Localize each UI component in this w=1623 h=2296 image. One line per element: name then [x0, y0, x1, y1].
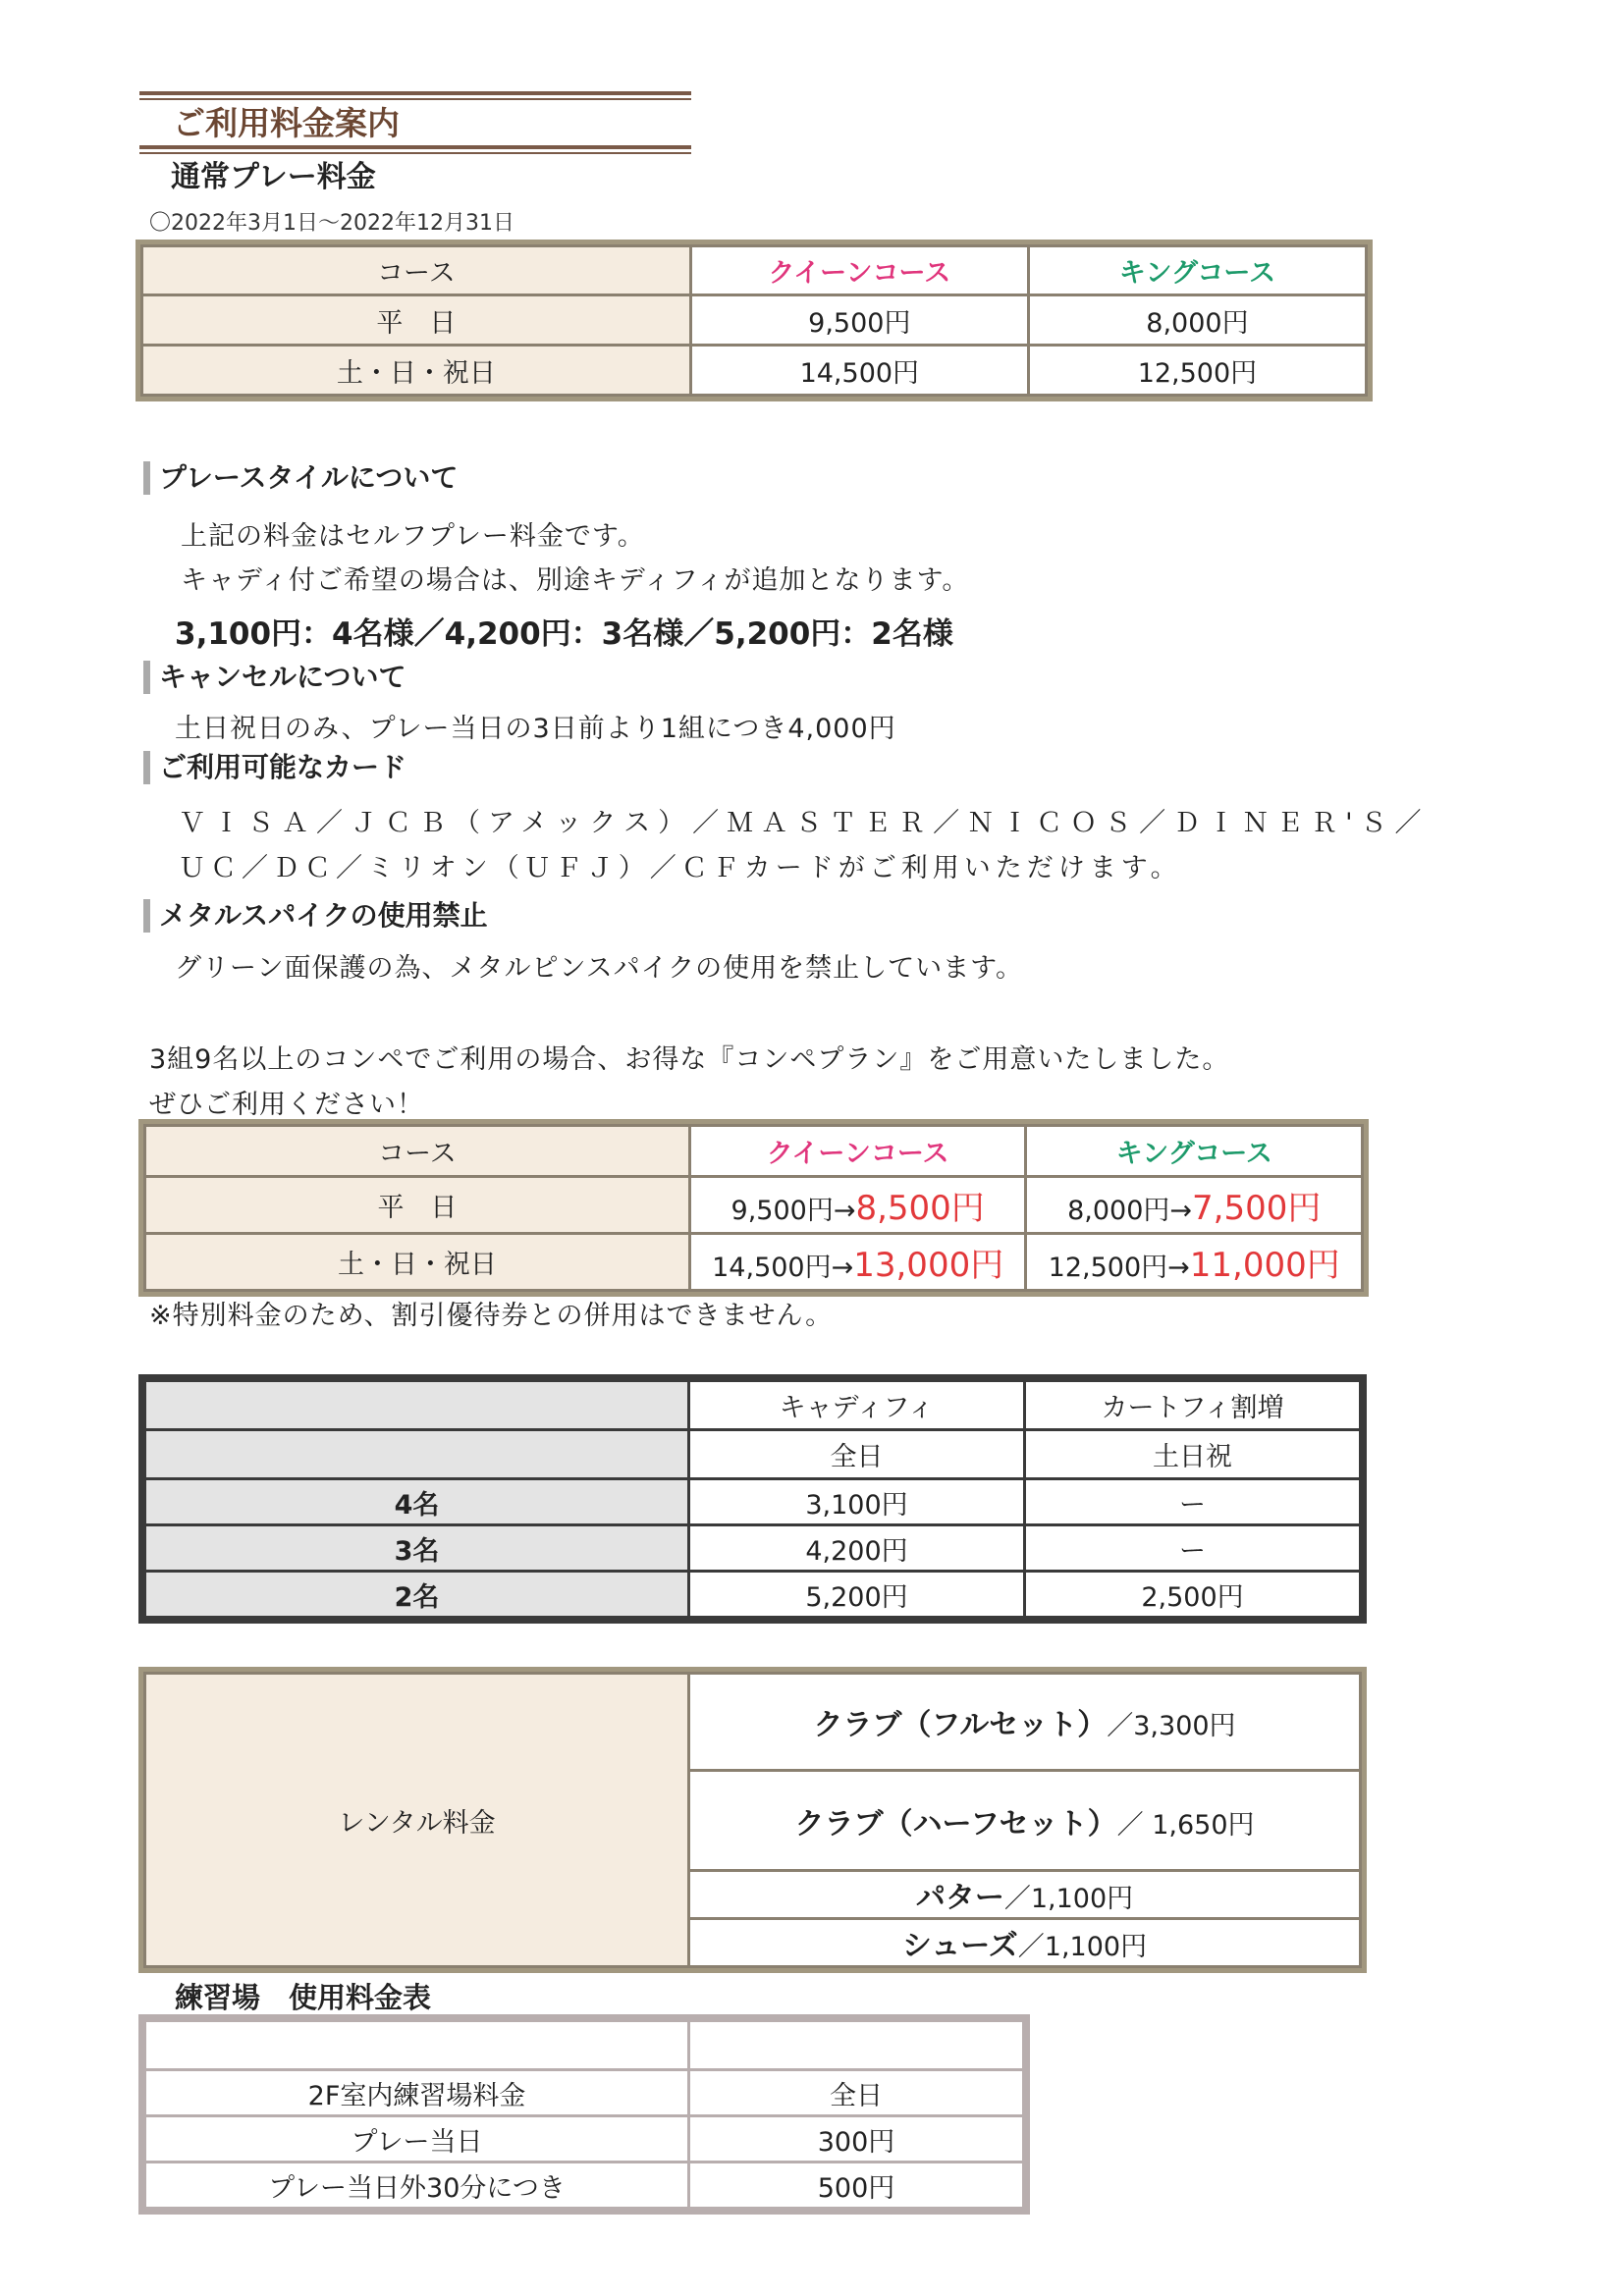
col-king-course: キングコース: [1028, 246, 1366, 295]
queen-price: 9,500円: [690, 295, 1028, 346]
cards-line2: ＵＣ／ＤＣ／ミリオン（ＵＦＪ）／ＣＦカードがご利用いただけます。: [179, 853, 1182, 883]
caddie-cart-table: [143, 1379, 1362, 1619]
queen-compe-price: [689, 1234, 1026, 1291]
old-price: 12,500円→: [1048, 1253, 1190, 1283]
new-price: 13,000円: [853, 1246, 1004, 1285]
cards-line1: ＶＩＳＡ／ＪＣＢ（アメックス）／ＭＡＳＴＥＲ／ＮＩＣＯＳ／ＤＩＮＥＲ'Ｓ／: [179, 808, 1430, 838]
normal-fee-table: [140, 244, 1368, 397]
caddie-price: 5,200円: [689, 1572, 1025, 1618]
col-queen-course: クイーンコース: [689, 1126, 1026, 1177]
practice-value: 全日: [689, 2070, 1024, 2116]
rental-item-name: クラブ（フルセット）: [813, 1708, 1108, 1742]
party-size: 4名: [145, 1479, 689, 1525]
play-style-line1: 上記の料金はセルフプレー料金です。: [181, 521, 645, 552]
rental-item: [689, 1674, 1361, 1771]
row-label: 土・日・祝日: [145, 1234, 690, 1291]
period-text: 〇2022年3月1日～2022年12月31日: [149, 211, 514, 236]
practice-label: プレー当日: [145, 2116, 689, 2163]
cards-heading: ご利用可能なカード: [143, 751, 406, 784]
col-cart-fee: カートフィ割増: [1025, 1381, 1361, 1430]
page-title: ご利用料金案内: [173, 104, 400, 142]
rental-item: [689, 1771, 1361, 1871]
normal-fee-heading: 通常プレー料金: [171, 160, 376, 194]
new-price: 8,500円: [855, 1189, 985, 1228]
old-price: 9,500円→: [730, 1196, 856, 1226]
cart-price: ー: [1025, 1479, 1361, 1525]
caddie-price: 3,100円: [689, 1479, 1025, 1525]
blank-cell: [145, 1430, 689, 1479]
title-rule-top: [139, 91, 691, 95]
caddie-fee-highlight: 3,100円：4名様／4,200円：3名様／5,200円：2名様: [175, 616, 953, 652]
cart-price: 2,500円: [1025, 1572, 1361, 1618]
spikes-line1: グリーン面保護の為、メタルピンスパイクの使用を禁止しています。: [175, 953, 1023, 984]
col-king-course: キングコース: [1026, 1126, 1363, 1177]
rental-item-price: ／1,100円: [1003, 1884, 1134, 1914]
sub-all-days: 全日: [689, 1430, 1025, 1479]
rental-item-price: ／3,300円: [1107, 1711, 1236, 1741]
queen-compe-price: [689, 1177, 1026, 1234]
row-label: 平 日: [145, 1177, 690, 1234]
practice-table: [143, 2019, 1025, 2210]
king-price: 8,000円: [1028, 295, 1366, 346]
col-course: コース: [145, 1126, 690, 1177]
row-label: 平 日: [142, 295, 691, 346]
new-price: 7,500円: [1192, 1189, 1322, 1228]
compe-note: ※特別料金のため、割引優待券との併用はできません。: [149, 1301, 834, 1331]
rental-item-name: シューズ: [901, 1929, 1018, 1963]
blank-cell: [145, 1381, 689, 1430]
rental-item-name: クラブ（ハーフセット）: [794, 1806, 1117, 1842]
blank-cell: [145, 2021, 689, 2070]
compe-intro-1: 3組9名以上のコンペでご利用の場合、お得な『コンペプラン』をご用意いたしました。: [149, 1044, 1230, 1075]
party-size: 3名: [145, 1525, 689, 1572]
compe-fee-table: [143, 1124, 1364, 1292]
cancel-line1: 土日祝日のみ、プレー当日の3日前より1組につき4,000円: [175, 714, 896, 744]
queen-price: 14,500円: [690, 346, 1028, 396]
new-price: 11,000円: [1189, 1246, 1340, 1285]
old-price: 14,500円→: [712, 1253, 854, 1283]
title-rule-bottom: [139, 145, 691, 149]
cancel-heading: キャンセルについて: [143, 661, 406, 694]
party-size: 2名: [145, 1572, 689, 1618]
rental-table: [143, 1672, 1362, 1968]
king-price: 12,500円: [1028, 346, 1366, 396]
rental-item-name: パター: [915, 1881, 1004, 1915]
compe-intro-2: ぜひご利用ください！: [149, 1090, 424, 1120]
col-queen-course: クイーンコース: [690, 246, 1028, 295]
cart-price: ー: [1025, 1525, 1361, 1572]
sub-weekend: 土日祝: [1025, 1430, 1361, 1479]
rental-item-price: ／1,100円: [1017, 1932, 1148, 1962]
practice-label: 2F室内練習場料金: [145, 2070, 689, 2116]
practice-heading: 練習場 使用料金表: [175, 1981, 432, 2014]
play-style-line2: キャディ付ご希望の場合は、別途キディフィが追加となります。: [181, 565, 970, 596]
practice-value: 500円: [689, 2163, 1024, 2209]
rental-item: [689, 1919, 1361, 1967]
rental-label: レンタル料金: [145, 1674, 689, 1967]
rental-item: [689, 1871, 1361, 1919]
row-label: 土・日・祝日: [142, 346, 691, 396]
blank-cell: [689, 2021, 1024, 2070]
old-price: 8,000円→: [1067, 1196, 1192, 1226]
caddie-price: 4,200円: [689, 1525, 1025, 1572]
play-style-heading: プレースタイルについて: [143, 461, 458, 495]
practice-value: 300円: [689, 2116, 1024, 2163]
col-caddie-fee: キャディフィ: [689, 1381, 1025, 1430]
spikes-heading: メタルスパイクの使用禁止: [143, 899, 488, 933]
col-course: コース: [142, 246, 691, 295]
king-compe-price: [1026, 1177, 1363, 1234]
practice-label: プレー当日外30分につき: [145, 2163, 689, 2209]
king-compe-price: [1026, 1234, 1363, 1291]
rental-item-price: ／ 1,650円: [1116, 1809, 1255, 1841]
